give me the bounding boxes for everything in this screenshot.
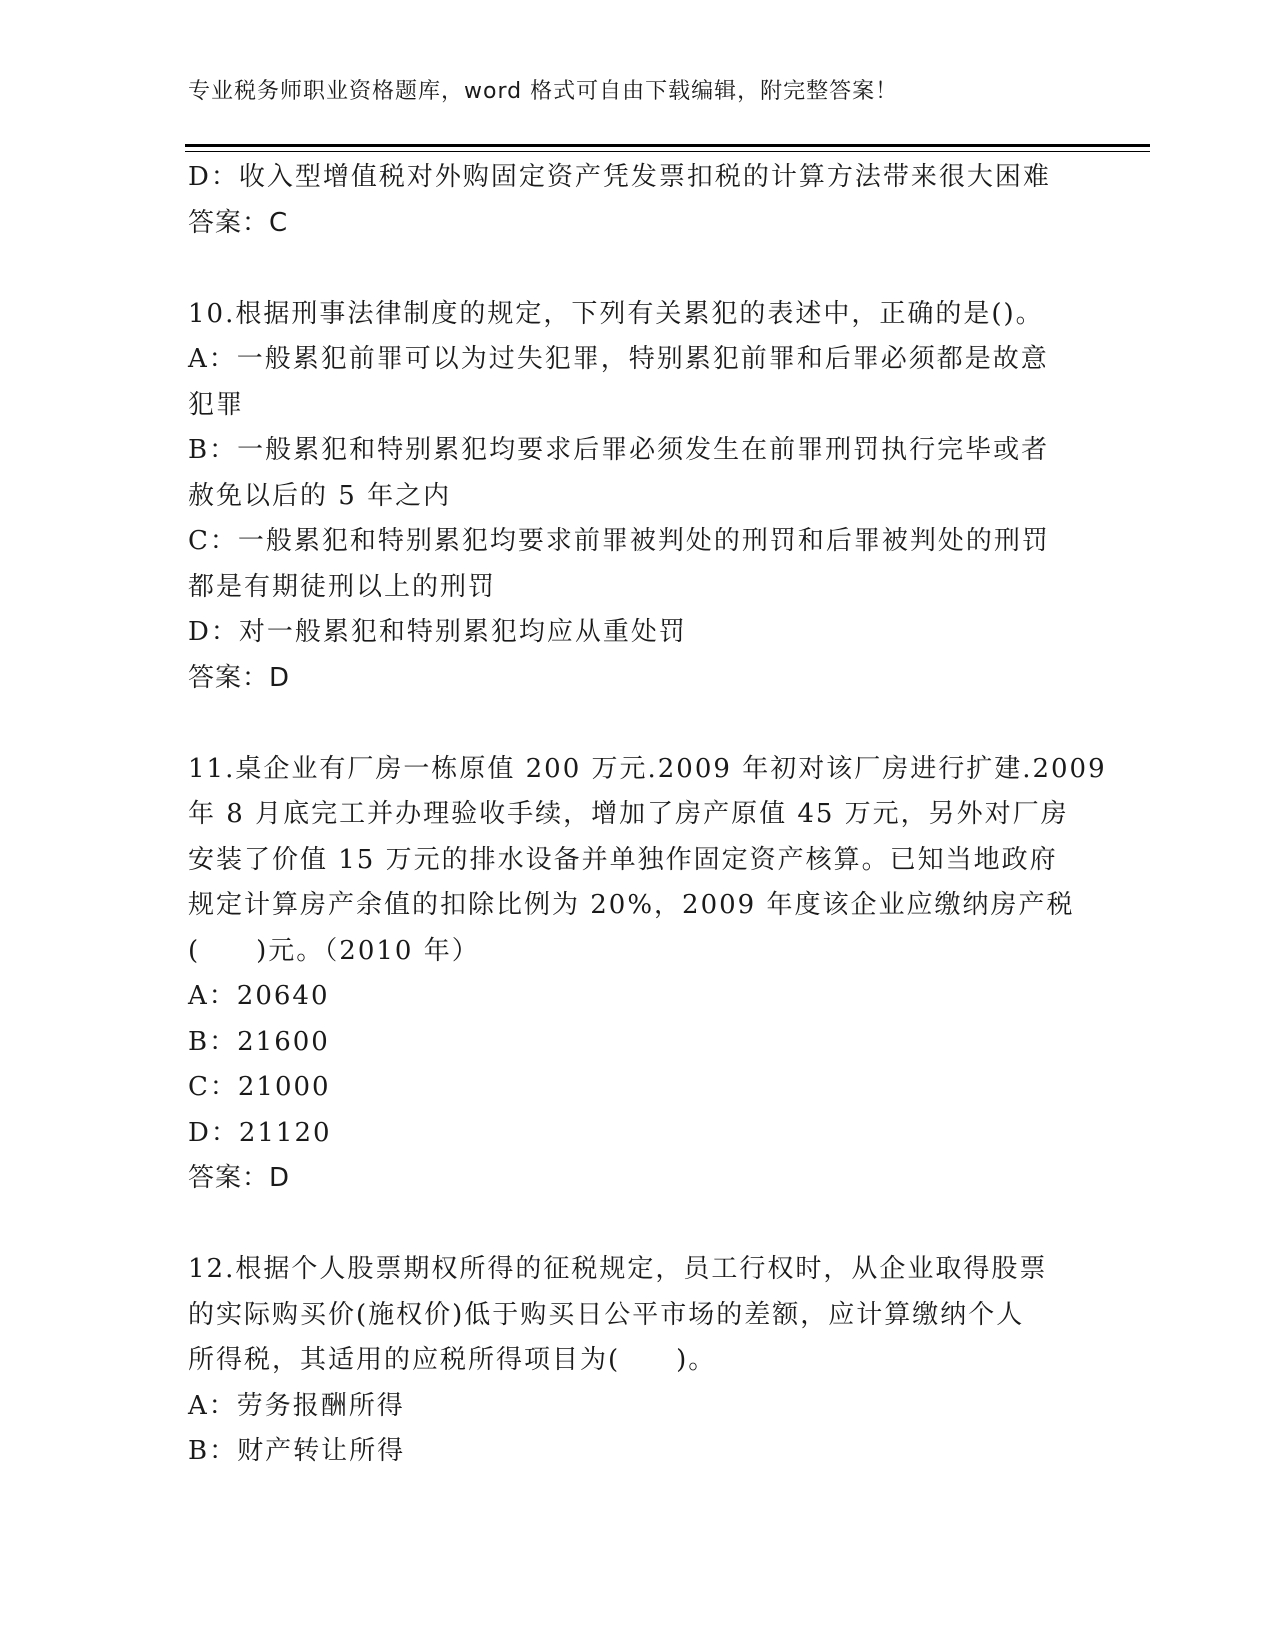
page-header: 专业税务师职业资格题库，word 格式可自由下载编辑，附完整答案！ [188,79,899,104]
q12-stem-line-2: 的实际购买价(施权价)低于购买日公平市场的差额，应计算缴纳个人 [188,1299,1025,1330]
spacer [188,246,1083,292]
header-rule-thin [185,151,1150,152]
q10-option-a: A：一般累犯前罪可以为过失犯罪，特别累犯前罪和后罪必须都是故意 [188,344,1049,374]
q10-option-c-cont: 都是有期徒刑以上的刑罚 [188,571,497,602]
q12-option-b: B：财产转让所得 [188,1436,406,1466]
q11-option-d: D：21120 [188,1117,332,1148]
q11-stem-line-2: 年 8 月底完工并办理验收手续，增加了房产原值 45 万元，另外对厂房 [188,799,1069,829]
q10-option-a-cont: 犯罪 [188,389,245,420]
header-rule-thick [185,144,1150,147]
q10-stem: 10.根据刑事法律制度的规定，下列有关累犯的表述中，正确的是()。 [188,298,1044,329]
q12-stem-line-1: 12.根据个人股票期权所得的征税规定，员工行权时，从企业取得股票 [188,1254,1048,1284]
q10-option-c: C：一般累犯和特别累犯均要求前罪被判处的刑罚和后罪被判处的刑罚 [188,526,1050,556]
q11-stem-line-4: 规定计算房产余值的扣除比例为 20%，2009 年度该企业应缴纳房产税 [188,890,1075,920]
spacer [188,701,1083,747]
q11-option-a: A：20640 [188,981,330,1011]
prev-option-d: D：收入型增值税对外购固定资产凭发票扣税的计算方法带来很大困难 [188,162,1051,192]
q11-option-b: B：21600 [188,1026,330,1057]
q11-stem-line-5: ( )元。（2010 年） [188,935,480,966]
q11-stem-line-1: 11.桌企业有厂房一栋原值 200 万元.2009 年初对该厂房进行扩建.2009 [188,753,1107,784]
spacer [188,1202,1083,1248]
q11-stem-line-3: 安装了价值 15 万元的排水设备并单独作固定资产核算。已知当地政府 [188,844,1058,875]
prev-answer: 答案：C [188,207,289,238]
q12-option-a: A：劳务报酬所得 [188,1390,405,1421]
q11-option-c: C：21000 [188,1072,331,1102]
q11-answer: 答案：D [188,1163,291,1193]
q10-option-b: B：一般累犯和特别累犯均要求后罪必须发生在前罪刑罚执行完毕或者 [188,435,1050,465]
q10-answer: 答案：D [188,662,291,693]
q12-stem-line-3: 所得税，其适用的应税所得项目为( )。 [188,1345,717,1375]
q10-option-d: D：对一般累犯和特别累犯均应从重处罚 [188,617,687,647]
q10-option-b-cont: 赦免以后的 5 年之内 [188,480,452,511]
document-body [188,155,1107,1475]
